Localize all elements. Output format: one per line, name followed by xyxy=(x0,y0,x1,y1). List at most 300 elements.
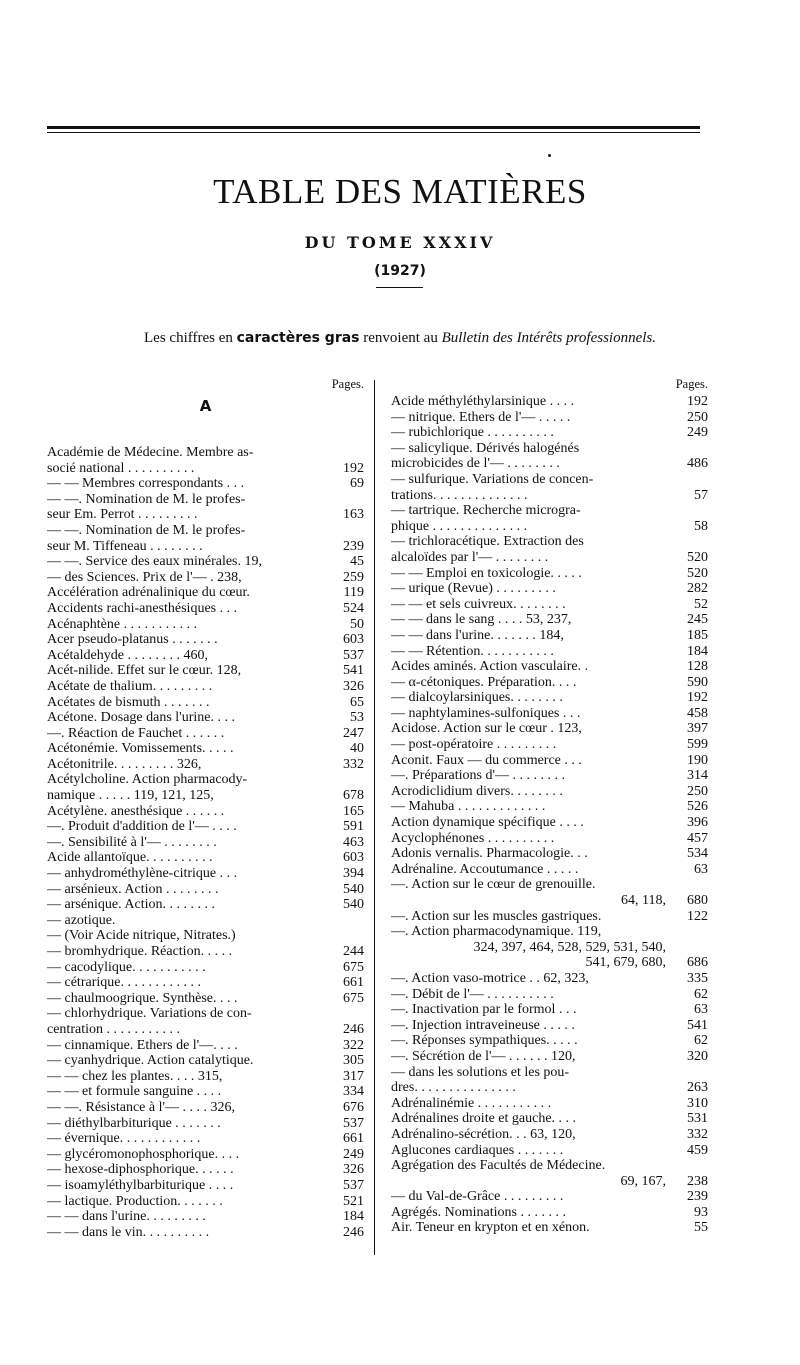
index-entry xyxy=(391,1189,708,1205)
entry-text: —. Injection intraveineuse . . . . . xyxy=(391,1017,575,1033)
entry-page: 184 xyxy=(343,1209,364,1225)
entry-text: —. Inactivation par le formol . . . xyxy=(391,1002,577,1018)
entry-page: 45 xyxy=(350,554,364,570)
entry-text: Agrégés. Nominations . . . . . . . xyxy=(391,1204,566,1220)
index-entry xyxy=(391,753,708,769)
entry-text: Acrodiclidium divers. . . . . . . . xyxy=(391,783,563,799)
entry-page: 335 xyxy=(687,970,708,986)
entry-page: 238 xyxy=(687,1173,708,1189)
entry-page: 537 xyxy=(343,1177,364,1193)
entry-page: 57 xyxy=(694,487,708,503)
index-entry xyxy=(391,472,708,488)
entry-text: Acétates de bismuth . . . . . . . xyxy=(47,694,210,710)
entry-text: — cacodylique. . . . . . . . . . . xyxy=(47,959,206,975)
entry-page: 457 xyxy=(687,830,708,846)
entry-text: — du Val-de-Grâce . . . . . . . . . xyxy=(391,1189,564,1205)
index-entry xyxy=(47,819,364,835)
index-entry xyxy=(47,1038,364,1054)
index-entry xyxy=(47,897,364,913)
index-entry xyxy=(47,772,364,788)
entry-text: —. Réaction de Fauchet . . . . . . xyxy=(47,725,225,741)
entry-text: socié national . . . . . . . . . . xyxy=(47,460,195,476)
index-entry xyxy=(391,628,708,644)
entry-text: Adrénaline. Accoutumance . . . . . xyxy=(391,861,579,877)
entry-page: 675 xyxy=(343,959,364,975)
index-entry xyxy=(391,909,708,925)
index-entry xyxy=(391,862,708,878)
entry-text: — bromhydrique. Réaction. . . . . xyxy=(47,944,233,959)
entry-text: — — Rétention. . . . . . . . . . . xyxy=(391,643,554,659)
entry-page: 524 xyxy=(343,600,364,616)
entry-text: — lactique. Production. . . . . . . xyxy=(47,1193,223,1209)
index-entry xyxy=(47,804,364,820)
entry-text: Académie de Médecine. Membre as- xyxy=(47,445,254,460)
entry-page: 247 xyxy=(343,725,364,741)
entry-page: 334 xyxy=(343,1084,364,1100)
entry-text: — rubichlorique . . . . . . . . . . xyxy=(391,425,554,441)
index-entry xyxy=(47,726,364,742)
entry-page xyxy=(322,913,364,929)
entry-text: — — dans le vin. . . . . . . . . . xyxy=(47,1224,210,1240)
entry-text: —. Action sur le cœur de grenouille. xyxy=(391,877,596,893)
entry-page: 282 xyxy=(687,581,708,597)
entry-text: Adonis vernalis. Pharmacologie. . . xyxy=(391,846,588,862)
entry-text: — sulfurique. Variations de concen- xyxy=(391,471,594,487)
page-title: TABLE DES MATIÈRES xyxy=(213,172,587,211)
left-index-list xyxy=(47,445,364,1240)
index-entry xyxy=(47,632,364,648)
index-entry xyxy=(47,1194,364,1210)
index-entry xyxy=(47,523,364,539)
entry-page: 93 xyxy=(694,1204,708,1220)
index-entry xyxy=(47,960,364,976)
entry-page: 250 xyxy=(687,783,708,799)
entry-text: seur Em. Perrot . . . . . . . . . xyxy=(47,507,198,523)
index-entry xyxy=(47,710,364,726)
entry-page xyxy=(322,772,364,788)
entry-page: 661 xyxy=(343,1131,364,1147)
index-entry xyxy=(47,554,364,570)
index-entry xyxy=(391,924,708,940)
entry-text: — chaulmoogrique. Synthèse. . . . xyxy=(47,990,238,1006)
entry-page: 62 xyxy=(694,1033,708,1049)
entry-text: Air. Teneur en krypton et en xénon. xyxy=(391,1220,590,1236)
index-entry xyxy=(47,492,364,508)
index-entry xyxy=(391,706,708,722)
entry-text: 324, 397, 464, 528, 529, 531, 540, xyxy=(473,939,666,955)
entry-page xyxy=(666,1065,708,1081)
entry-page: 599 xyxy=(687,737,708,753)
entry-page xyxy=(666,472,708,488)
entry-page: 50 xyxy=(350,616,364,632)
note-italic: Bulletin des Intérêts professionnels. xyxy=(441,330,656,346)
entry-page: 537 xyxy=(343,1115,364,1131)
index-entry xyxy=(47,944,364,960)
index-entry xyxy=(47,1225,364,1241)
top-rule xyxy=(47,126,700,129)
entry-text: Accidents rachi-anesthésiques . . . xyxy=(47,600,238,616)
entry-text: —. Action vaso-motrice . . 62, 323, xyxy=(391,970,589,986)
entry-page: 63 xyxy=(694,1002,708,1018)
entry-page: 680 xyxy=(687,893,708,908)
index-entry xyxy=(391,1220,708,1236)
entry-text: — tartrique. Recherche microgra- xyxy=(391,503,581,519)
entry-text: Acét-nilide. Effet sur le cœur. 128, xyxy=(47,663,242,679)
entry-page: 521 xyxy=(343,1193,364,1209)
entry-page: 40 xyxy=(350,741,364,757)
entry-page xyxy=(666,877,708,893)
index-entry xyxy=(47,1006,364,1022)
entry-page: 520 xyxy=(687,565,708,581)
index-entry xyxy=(391,815,708,831)
entry-page: 65 xyxy=(350,694,364,710)
index-entry xyxy=(391,987,708,1003)
index-entry xyxy=(47,1022,364,1038)
entry-page: 185 xyxy=(687,627,708,643)
index-entry xyxy=(47,461,364,477)
index-entry xyxy=(47,1100,364,1116)
index-entry xyxy=(391,659,708,675)
entry-page: 326 xyxy=(343,678,364,694)
entry-page: 163 xyxy=(343,507,364,523)
index-entry xyxy=(391,690,708,706)
index-entry xyxy=(391,1018,708,1034)
entry-text: Acide méthyléthylarsinique . . . . xyxy=(391,394,575,409)
entry-text: — salicylique. Dérivés halogénés xyxy=(391,440,580,456)
entry-page: 314 xyxy=(687,768,708,784)
entry-text: — chlorhydrique. Variations de con- xyxy=(47,1006,252,1022)
entry-page xyxy=(322,445,364,461)
entry-text: microbicides de l'— . . . . . . . . xyxy=(391,456,560,472)
entry-text: — —. Résistance à l'— . . . . 326, xyxy=(47,1099,235,1115)
entry-page xyxy=(666,940,708,956)
section-gap xyxy=(47,418,364,445)
entry-text: Action dynamique spécifique . . . . xyxy=(391,815,584,831)
index-entry xyxy=(391,846,708,862)
index-entry xyxy=(47,788,364,804)
entry-page xyxy=(322,523,364,539)
right-column xyxy=(391,374,708,1236)
entry-text: — trichloracétique. Extraction des xyxy=(391,534,584,550)
entry-page: 317 xyxy=(343,1068,364,1084)
index-entry xyxy=(391,550,708,566)
entry-page: 192 xyxy=(687,394,708,409)
entry-page: 526 xyxy=(687,799,708,815)
index-entry xyxy=(47,1069,364,1085)
entry-page: 676 xyxy=(343,1099,364,1115)
entry-page: 239 xyxy=(343,538,364,554)
index-entry xyxy=(47,1147,364,1163)
entry-text: — — Emploi en toxicologie. . . . . xyxy=(391,565,582,581)
entry-text: — urique (Revue) . . . . . . . . . xyxy=(391,581,556,597)
index-entry xyxy=(391,877,708,893)
entry-text: Acide allantoïque. . . . . . . . . . xyxy=(47,850,213,866)
entry-page: 459 xyxy=(687,1142,708,1158)
entry-page: 486 xyxy=(687,456,708,472)
volume-year: (1927) xyxy=(374,263,426,279)
index-entry xyxy=(47,617,364,633)
index-entry xyxy=(391,566,708,582)
entry-text: Acides aminés. Action vasculaire. . xyxy=(391,659,589,675)
pages-header-right: Pages. xyxy=(675,377,708,391)
index-entry xyxy=(391,893,708,909)
entry-text: — — dans l'urine. . . . . . . 184, xyxy=(391,627,564,643)
index-entry xyxy=(47,882,364,898)
index-entry xyxy=(391,940,708,956)
index-entry xyxy=(391,1158,708,1174)
entry-page: 675 xyxy=(343,990,364,1006)
entry-page: 192 xyxy=(687,690,708,706)
entry-text: Aglucones cardiaques . . . . . . . xyxy=(391,1142,564,1158)
entry-text: Acénaphtène . . . . . . . . . . . xyxy=(47,616,198,632)
entry-text: — α-cétoniques. Préparation. . . . xyxy=(391,674,577,690)
section-letter: A xyxy=(199,397,212,415)
entry-text: Acétaldehyde . . . . . . . . 460, xyxy=(47,647,208,663)
entry-page: 249 xyxy=(687,425,708,441)
entry-page: 322 xyxy=(343,1037,364,1053)
entry-page: 184 xyxy=(687,643,708,659)
index-entry xyxy=(47,1084,364,1100)
entry-page: 326 xyxy=(343,1162,364,1178)
entry-text: — cyanhydrique. Action catalytique. xyxy=(47,1053,254,1069)
entry-text: namique . . . . . 119, 121, 125, xyxy=(47,788,214,804)
entry-text: — hexose-diphosphorique. . . . . . xyxy=(47,1162,234,1178)
index-entry xyxy=(47,991,364,1007)
entry-text: —. Action pharmacodynamique. 119, xyxy=(391,924,602,940)
year-underline xyxy=(376,287,423,288)
entry-text: — — chez les plantes. . . . 315, xyxy=(47,1068,223,1084)
index-entry xyxy=(391,644,708,660)
entry-page: 534 xyxy=(687,846,708,862)
entry-text: Acidose. Action sur le cœur . 123, xyxy=(391,721,582,737)
entry-page: 541 xyxy=(343,663,364,679)
right-index-list xyxy=(391,394,708,1236)
entry-text: 64, 118, xyxy=(621,893,666,908)
index-entry xyxy=(391,581,708,597)
entry-page xyxy=(322,928,364,944)
entry-page: 540 xyxy=(343,897,364,913)
index-entry xyxy=(47,913,364,929)
entry-text: Acer pseudo-platanus . . . . . . . xyxy=(47,632,218,648)
entry-text: — cinnamique. Ethers de l'—. . . . xyxy=(47,1037,238,1053)
entry-text: seur M. Tiffeneau . . . . . . . . xyxy=(47,538,203,554)
index-entry xyxy=(391,675,708,691)
index-entry xyxy=(391,425,708,441)
index-entry xyxy=(391,410,708,426)
entry-page xyxy=(666,503,708,519)
volume-subtitle: DU TOME XXXIV xyxy=(304,233,496,252)
entry-text: dres. . . . . . . . . . . . . . . xyxy=(391,1080,516,1096)
entry-page: 62 xyxy=(694,986,708,1002)
entry-page: 119 xyxy=(343,585,364,601)
index-entry xyxy=(47,601,364,617)
entry-page: 122 xyxy=(687,908,708,924)
entry-page: 190 xyxy=(687,752,708,768)
index-entry xyxy=(47,1209,364,1225)
entry-text: Acétylène. anesthésique . . . . . . xyxy=(47,803,225,819)
note-part1: Les chiffres en xyxy=(144,330,237,346)
entry-page xyxy=(666,924,708,940)
index-entry xyxy=(391,534,708,550)
index-entry xyxy=(391,737,708,753)
entry-text: — anhydrométhylène-citrique . . . xyxy=(47,866,238,882)
entry-text: — évernique. . . . . . . . . . . . xyxy=(47,1131,201,1147)
index-entry xyxy=(47,1131,364,1147)
entry-text: Adrénalines droite et gauche. . . . xyxy=(391,1111,577,1127)
entry-page: 310 xyxy=(687,1095,708,1111)
index-entry xyxy=(391,955,708,971)
index-entry xyxy=(47,1116,364,1132)
index-entry xyxy=(391,1080,708,1096)
entry-page: 397 xyxy=(687,721,708,737)
entry-page: 320 xyxy=(687,1048,708,1064)
bold-numbers-note xyxy=(0,330,800,347)
entry-text: Agrégation des Facultés de Médecine. xyxy=(391,1158,606,1174)
index-entry xyxy=(391,1033,708,1049)
entry-text: Acétonémie. Vomissements. . . . . xyxy=(47,741,234,757)
index-entry xyxy=(47,695,364,711)
entry-page: 305 xyxy=(343,1053,364,1069)
entry-text: — —. Service des eaux minérales. 19, xyxy=(47,554,262,570)
entry-text: —. Sensibilité à l'— . . . . . . . . xyxy=(47,834,217,850)
entry-page: 541 xyxy=(687,1017,708,1033)
top-rule-thin xyxy=(47,132,700,133)
entry-text: — post-opératoire . . . . . . . . . xyxy=(391,737,557,753)
index-entry xyxy=(47,507,364,523)
entry-page: 394 xyxy=(343,866,364,882)
entry-page: 249 xyxy=(343,1146,364,1162)
index-entry xyxy=(391,1002,708,1018)
entry-page: 531 xyxy=(687,1111,708,1127)
ornament-dot xyxy=(548,154,551,157)
entry-page: 686 xyxy=(687,955,708,971)
entry-text: — — dans l'urine. . . . . . . . . xyxy=(47,1209,206,1225)
index-entry xyxy=(391,1111,708,1127)
entry-page: 244 xyxy=(343,944,364,959)
entry-text: — nitrique. Ethers de l'— . . . . . xyxy=(391,409,571,425)
index-entry xyxy=(391,597,708,613)
index-entry xyxy=(391,519,708,535)
index-entry xyxy=(47,741,364,757)
entry-text: — — Membres correspondants . . . xyxy=(47,476,245,492)
entry-page: 250 xyxy=(687,409,708,425)
entry-text: Acétate de thalium. . . . . . . . . xyxy=(47,678,213,694)
entry-page: 259 xyxy=(343,569,364,585)
entry-page xyxy=(322,492,364,508)
entry-text: —. Préparations d'— . . . . . . . . xyxy=(391,768,566,784)
index-entry xyxy=(391,1205,708,1221)
entry-text: alcaloïdes par l'— . . . . . . . . xyxy=(391,549,549,565)
note-bold: caractères gras xyxy=(236,330,360,346)
entry-page: 246 xyxy=(343,1224,364,1240)
entry-page: 661 xyxy=(343,975,364,991)
entry-text: — —. Nomination de M. le profes- xyxy=(47,522,246,538)
left-column xyxy=(47,374,364,1240)
index-entry xyxy=(47,928,364,944)
index-entry xyxy=(47,1162,364,1178)
index-entry xyxy=(391,1127,708,1143)
entry-text: —. Débit de l'— . . . . . . . . . . xyxy=(391,986,554,1002)
index-entry xyxy=(47,866,364,882)
index-entry xyxy=(391,1065,708,1081)
entry-page: 332 xyxy=(687,1126,708,1142)
index-entry xyxy=(391,971,708,987)
index-entry xyxy=(47,835,364,851)
entry-text: — — et formule sanguine . . . . xyxy=(47,1084,222,1100)
entry-page: 128 xyxy=(687,659,708,675)
entry-text: — Mahuba . . . . . . . . . . . . . xyxy=(391,799,546,815)
index-entry xyxy=(391,488,708,504)
index-entry xyxy=(47,570,364,586)
entry-text: Adrénalinémie . . . . . . . . . . . xyxy=(391,1095,552,1111)
index-entry xyxy=(391,1049,708,1065)
entry-text: —. Produit d'addition de l'— . . . . xyxy=(47,819,237,835)
entry-page: 52 xyxy=(694,596,708,612)
note-part2: renvoient au xyxy=(359,330,442,346)
index-entry xyxy=(391,612,708,628)
index-entry xyxy=(47,975,364,991)
entry-text: —. Sécrétion de l'— . . . . . . 120, xyxy=(391,1048,576,1064)
index-entry xyxy=(47,648,364,664)
entry-text: phique . . . . . . . . . . . . . . xyxy=(391,518,528,534)
index-entry xyxy=(391,503,708,519)
index-entry xyxy=(391,721,708,737)
entry-page: 458 xyxy=(687,705,708,721)
index-entry xyxy=(47,539,364,555)
entry-page: 678 xyxy=(343,788,364,804)
entry-page: 603 xyxy=(343,632,364,648)
entry-text: trations. . . . . . . . . . . . . . xyxy=(391,487,528,503)
index-entry xyxy=(47,1178,364,1194)
entry-page: 332 xyxy=(343,756,364,772)
index-entry xyxy=(391,768,708,784)
entry-page: 192 xyxy=(343,460,364,476)
entry-text: Acétylcholine. Action pharmacody- xyxy=(47,772,248,788)
entry-page xyxy=(666,534,708,550)
entry-text: 69, 167, xyxy=(620,1173,666,1189)
entry-text: — azotique. xyxy=(47,912,116,928)
entry-text: — des Sciences. Prix de l'— . 238, xyxy=(47,569,242,585)
entry-page: 245 xyxy=(687,612,708,628)
entry-page xyxy=(322,1006,364,1022)
entry-page xyxy=(666,441,708,457)
entry-text: — —. Nomination de M. le profes- xyxy=(47,491,246,507)
entry-page: 520 xyxy=(687,549,708,565)
entry-text: — — et sels cuivreux. . . . . . . . xyxy=(391,596,566,612)
entry-text: — naphtylamines-sulfoniques . . . xyxy=(391,705,581,721)
entry-page: 603 xyxy=(343,850,364,866)
entry-text: — glycéromonophosphorique. . . . xyxy=(47,1146,240,1162)
entry-text: — diéthylbarbiturique . . . . . . . xyxy=(47,1115,221,1131)
entry-page: 591 xyxy=(343,819,364,835)
entry-text: 541, 679, 680, xyxy=(585,955,666,971)
entry-page: 69 xyxy=(350,476,364,492)
entry-page: 590 xyxy=(687,674,708,690)
index-entry xyxy=(391,831,708,847)
entry-text: — — dans le sang . . . . 53, 237, xyxy=(391,612,572,628)
column-divider xyxy=(374,380,375,1255)
entry-text: Acyclophénones . . . . . . . . . . xyxy=(391,830,555,846)
entry-text: Aconit. Faux — du commerce . . . xyxy=(391,752,582,768)
entry-text: centration . . . . . . . . . . . xyxy=(47,1021,180,1037)
entry-page: 165 xyxy=(343,803,364,819)
entry-text: — (Voir Acide nitrique, Nitrates.) xyxy=(47,928,236,944)
entry-text: — dialcoylarsiniques. . . . . . . . xyxy=(391,690,563,706)
index-entry xyxy=(391,799,708,815)
entry-page: 463 xyxy=(343,834,364,850)
index-entry xyxy=(391,456,708,472)
entry-page xyxy=(666,1158,708,1174)
